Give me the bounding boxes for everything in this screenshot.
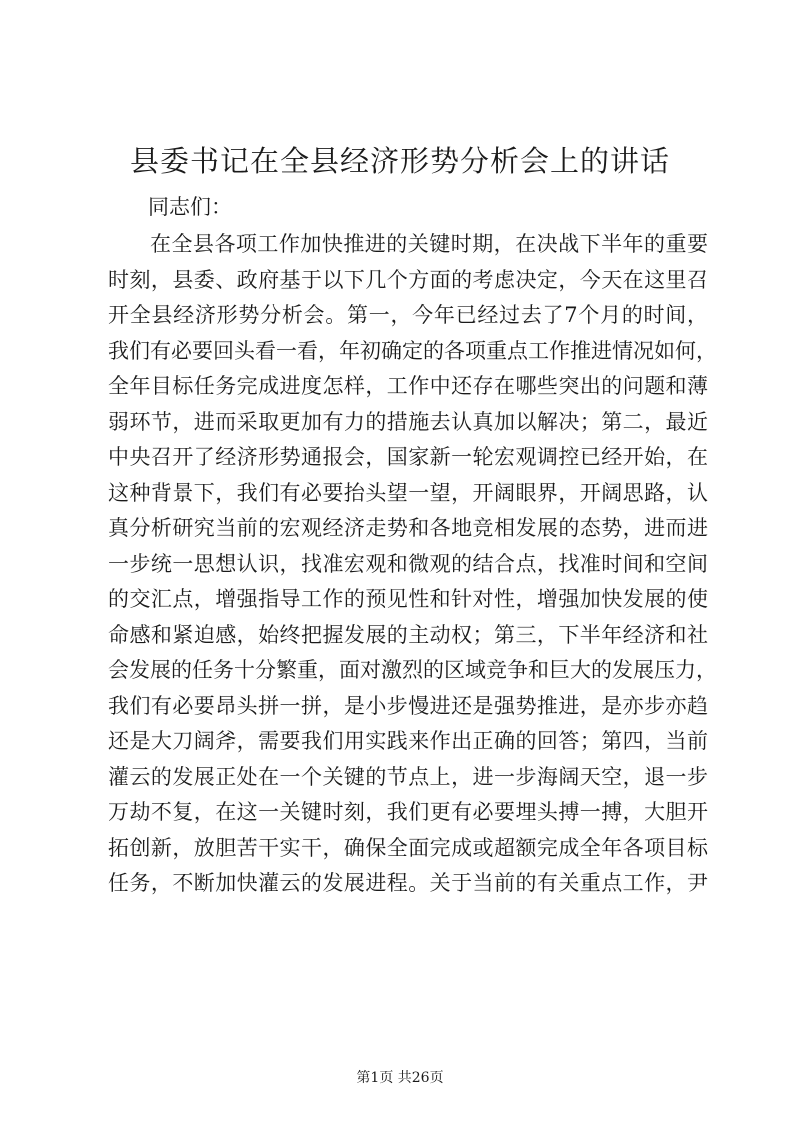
text-line: 在全县各项工作加快推进的关键时期，在决战下半年的重要 xyxy=(150,232,708,256)
text-line: 会发展的任务十分繁重，面对激烈的区域竞争和巨大的发展压力， xyxy=(108,658,717,682)
text-line: 我们有必要回头看一看，年初确定的各项重点工作推进情况如何， xyxy=(108,338,717,363)
text-line: 的交汇点，增强指导工作的预见性和针对性，增强加快发展的使 xyxy=(108,587,708,611)
text-line: 还是大刀阔斧，需要我们用实践来作出正确的回答；第四，当前 xyxy=(108,729,708,753)
text-line: 全年目标任务完成进度怎样，工作中还存在哪些突出的问题和薄 xyxy=(108,374,708,398)
text-line: 时刻，县委、政府基于以下几个方面的考虑决定，今天在这里召 xyxy=(108,267,708,292)
text-line: 任务，不断加快灌云的发展进程。关于当前的有关重点工作，尹 xyxy=(108,871,708,895)
text-line: 一步统一思想认识，找准宏观和微观的结合点，找准时间和空间 xyxy=(108,551,708,576)
text-line: 弱环节，进而采取更加有力的措施去认真加以解决；第二，最近 xyxy=(108,409,708,434)
document-title: 县委书记在全县经济形势分析会上的讲话 xyxy=(129,144,670,178)
text-line: 这种背景下，我们有必要抬头望一望，开阔眼界，开阔思路，认 xyxy=(108,480,708,505)
salutation: 同志们： xyxy=(148,195,232,219)
text-line: 真分析研究当前的宏观经济走势和各地竞相发展的态势，进而进 xyxy=(108,516,708,540)
text-line: 拓创新，放胆苦干实干，确保全面完成或超额完成全年各项目标 xyxy=(108,835,708,860)
page-number: 第1页 共26页 xyxy=(356,1070,444,1086)
text-line: 中央召开了经济形势通报会，国家新一轮宏观调控已经开始，在 xyxy=(108,445,708,469)
text-line: 灌云的发展正处在一个关键的节点上，进一步海阔天空，退一步 xyxy=(108,764,708,789)
body-text xyxy=(108,227,717,902)
text-line: 开全县经济形势分析会。第一，今年已经过去了7个月的时间， xyxy=(108,303,708,327)
text-line: 万劫不复，在这一关键时刻，我们更有必要埋头搏一搏，大胆开 xyxy=(108,800,708,824)
text-line: 命感和紧迫感，始终把握发展的主动权；第三，下半年经济和社 xyxy=(108,622,708,647)
text-line: 我们有必要昂头拼一拼，是小步慢进还是强势推进，是亦步亦趋 xyxy=(108,693,708,718)
